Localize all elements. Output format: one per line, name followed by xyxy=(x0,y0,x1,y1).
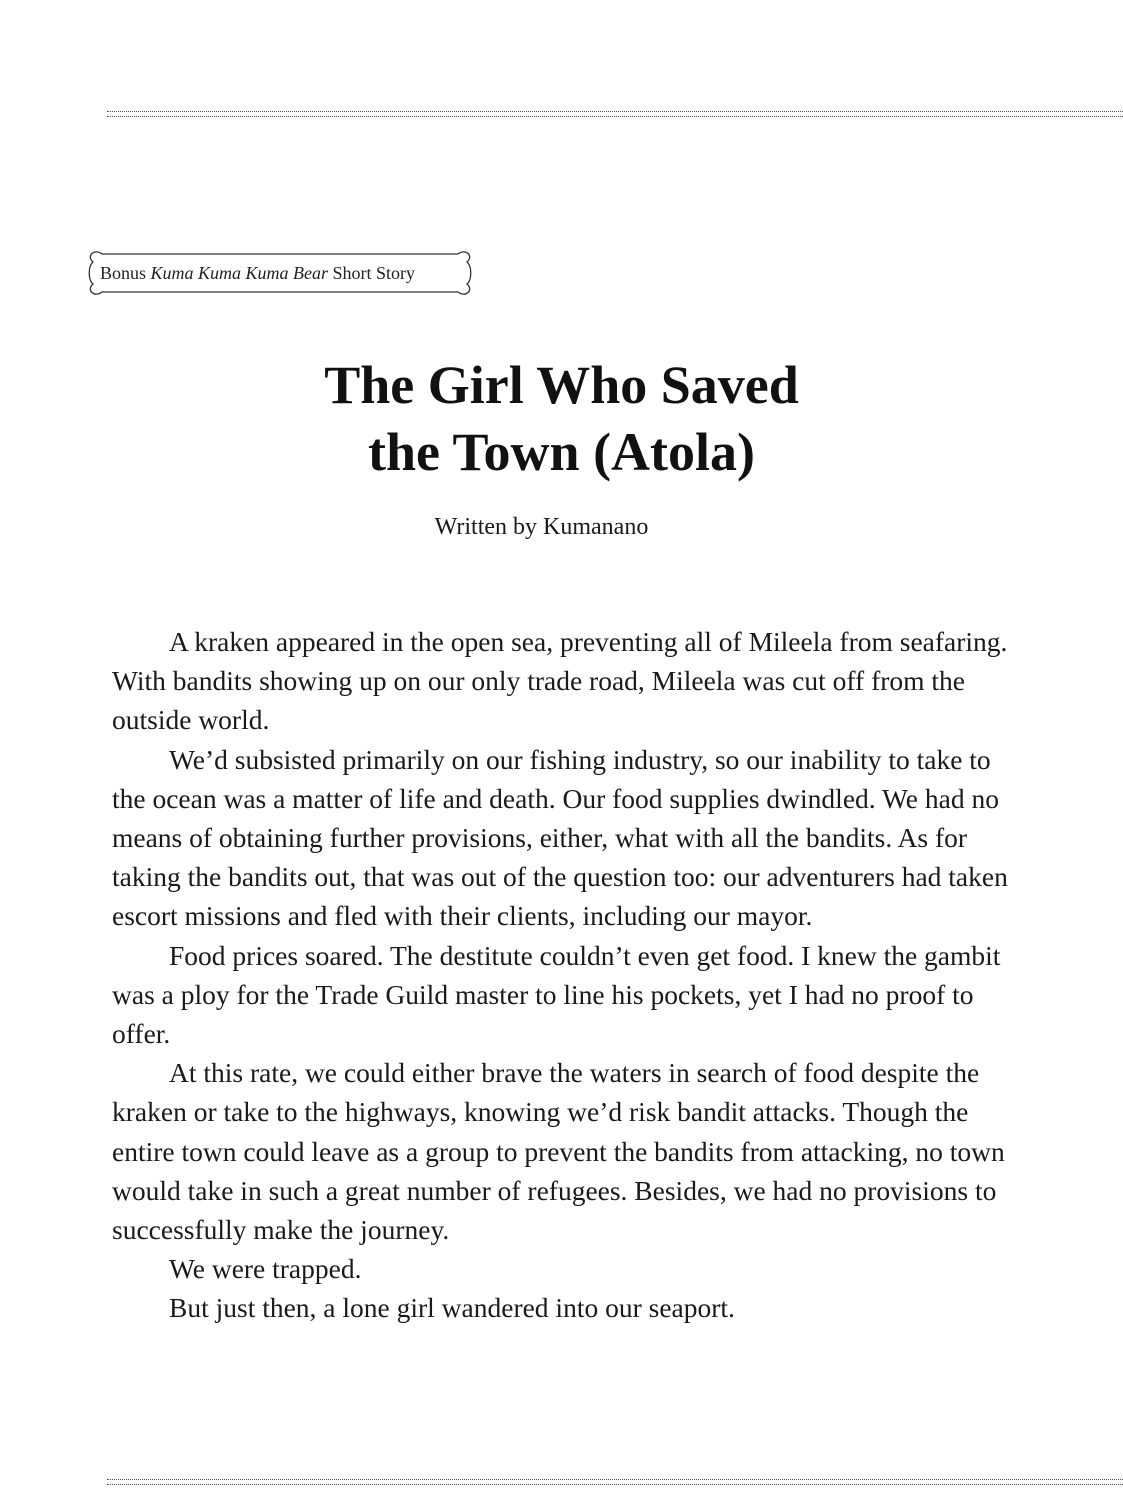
tag-suffix: Short Story xyxy=(328,263,416,283)
series-name: Kuma Kuma Kuma Bear xyxy=(150,263,329,283)
paragraph: At this rate, we could either brave the waters in search of food despite the kraken or take to the highways, knowing we’d risk bandit attacks. Though the entire town could leave as a group to prevent the bandits from attacking, no town would take in such a great number of refugees. Besides, we had no provisions to successfully make the journey. xyxy=(112,1057,1005,1246)
bottom-dotted-rule xyxy=(107,1479,1123,1485)
top-dotted-rule xyxy=(107,111,1123,117)
paragraph: We were trapped. xyxy=(169,1253,362,1285)
story-body xyxy=(112,622,1012,1328)
author-byline: Written by Kumanano xyxy=(434,514,649,540)
paragraph: But just then, a lone girl wandered into our seaport. xyxy=(169,1292,735,1324)
paragraph: A kraken appeared in the open sea, preventing all of Mileela from seafaring. With bandits showing up on our only trade road, Mileela was cut off from the outside world. xyxy=(112,626,1008,736)
bonus-story-text xyxy=(100,263,415,284)
paragraph: We’d subsisted primarily on our fishing industry, so our inability to take to the ocean was a matter of life and death. Our food supplies dwindled. We had no means of obtaining further provisions, either, what with all the bandits. As for taking the bandits out, that was out of the question too: our adventurers had taken escort missions and fled with their clients, including our mayor. xyxy=(112,743,1008,932)
tag-prefix: Bonus xyxy=(100,263,151,283)
title-line-1: The Girl Who Saved xyxy=(324,355,799,415)
paragraph: Food prices soared. The destitute couldn’t even get food. I knew the gambit was a ploy for the Trade Guild master to line his pockets, yet I had no proof to offer. xyxy=(112,939,1001,1050)
title-line-2: the Town (Atola) xyxy=(367,422,756,482)
bonus-story-label xyxy=(88,246,472,300)
story-title xyxy=(0,352,1123,486)
